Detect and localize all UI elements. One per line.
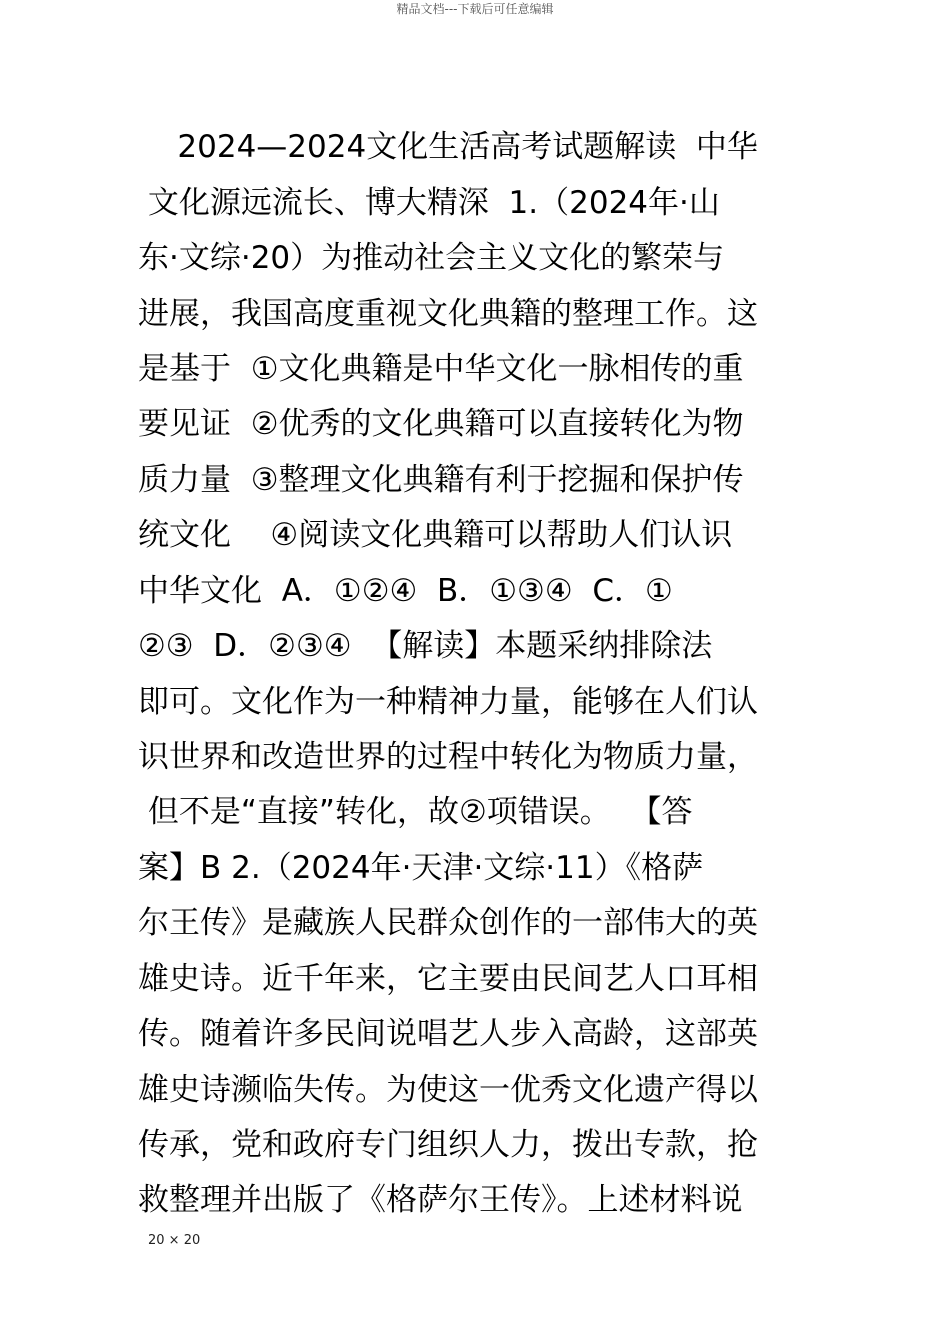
page-header: 精品文档---下载后可任意编辑 bbox=[396, 2, 554, 16]
text-line: 中华文化 A．①②④ B．①③④ C．① bbox=[138, 573, 673, 609]
text-line: 是基于 ①文化典籍是中华文化一脉相传的重 bbox=[138, 351, 744, 387]
text-line: 进展，我国高度重视文化典籍的整理工作。这 bbox=[138, 296, 758, 332]
text-line: 文化源远流长、博大精深 1.（2024年·山 bbox=[138, 185, 720, 221]
text-line: 传。随着许多民间说唱艺人步入高龄，这部英 bbox=[138, 1016, 758, 1052]
text-line: 但不是“直接”转化，故②项错误。 【答 bbox=[138, 794, 693, 830]
text-line: ②③ D．②③④ 【解读】本题采纳排除法 bbox=[138, 628, 713, 664]
text-line: 救整理并出版了《格萨尔王传》。上述材料说 bbox=[138, 1182, 743, 1218]
text-line: 质力量 ③整理文化典籍有利于挖掘和保护传 bbox=[138, 462, 744, 498]
text-line: 要见证 ②优秀的文化典籍可以直接转化为物 bbox=[138, 406, 744, 442]
text-line: 案】B 2.（2024年·天津·文综·11）《格萨 bbox=[138, 850, 704, 886]
text-line: 2024—2024文化生活高考试题解读 中华 bbox=[138, 129, 758, 165]
text-line: 雄史诗。近千年来，它主要由民间艺人口耳相 bbox=[138, 961, 758, 997]
text-line: 雄史诗濒临失传。为使这一优秀文化遗产得以 bbox=[138, 1072, 758, 1108]
text-line: 东·文综·20）为推动社会主义文化的繁荣与 bbox=[138, 240, 725, 276]
text-line: 识世界和改造世界的过程中转化为物质力量， bbox=[138, 739, 758, 775]
text-line: 尔王传》是藏族人民群众创作的一部伟大的英 bbox=[138, 905, 758, 941]
text-line: 传承，党和政府专门组织人力，拨出专款，抢 bbox=[138, 1127, 758, 1163]
text-line: 统文化 ④阅读文化典籍可以帮助人们认识 bbox=[138, 517, 733, 553]
text-line: 即可。文化作为一种精神力量，能够在人们认 bbox=[138, 684, 758, 720]
page-footer: 20 × 20 bbox=[148, 1233, 201, 1248]
